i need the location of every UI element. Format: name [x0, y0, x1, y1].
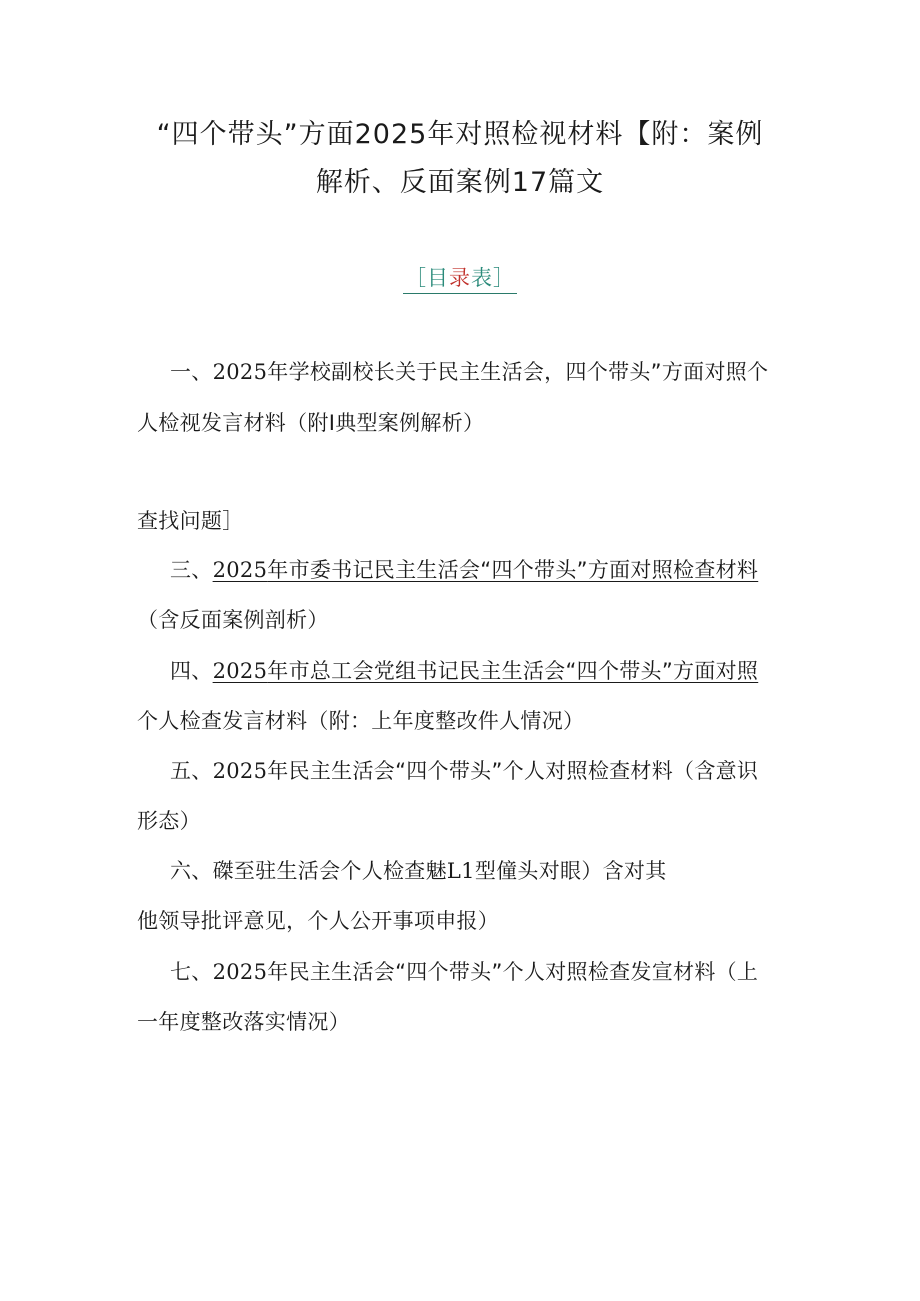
toc-item-2-fragment[interactable]: 查找问题］	[137, 509, 244, 533]
toc-heading[interactable]	[0, 262, 920, 294]
toc-item-1-line-2[interactable]: 人检视发言材料（附I典型案例解析）	[137, 411, 485, 435]
toc-item-3-line-2[interactable]: （含反面案例剖析）	[137, 608, 329, 632]
toc-item-5-line-1[interactable]: 五、2025年民主生活会“四个带头”个人对照检查材料（含意识	[170, 759, 759, 783]
toc-item-6-line-2[interactable]: 他领导批评意见，个人公开事项申报）	[137, 909, 500, 933]
toc-item-7-line-2[interactable]: 一年度整改落实情况）	[137, 1010, 350, 1034]
toc-open-bracket: ［	[405, 266, 427, 290]
toc-close-bracket: ］	[493, 266, 515, 290]
toc-item-5-line-2[interactable]: 形态）	[137, 809, 201, 833]
toc-item-7-line-1[interactable]: 七、2025年民主生活会“四个带头”个人对照检查发宣材料（上	[170, 960, 759, 984]
toc-item-3-line-1[interactable]: 三、2025年市委书记民主生活会“四个带头”方面对照检查材料	[170, 558, 759, 582]
toc-char-lu: 录	[449, 266, 471, 290]
toc-item-4-line-1[interactable]: 四、2025年市总工会党组书记民主生活会“四个带头”方面对照	[170, 659, 759, 683]
toc-item-6-line-1[interactable]: 六、磔至驻生活会个人检查魅L1型僮头对眼）含对其	[170, 859, 667, 883]
toc-item-4-line-2[interactable]: 个人检查发言材料（附：上年度整改件人情况）	[137, 709, 585, 733]
toc-char-biao: 表	[471, 266, 493, 290]
document-title-line-2: 解析、反面案例17篇文	[315, 167, 605, 198]
toc-char-mu: 目	[427, 266, 449, 290]
toc-item-1-line-1[interactable]: 一、2025年学校副校长关于民主生活会，四个带头”方面对照个	[170, 360, 769, 384]
toc-heading-link[interactable]	[403, 262, 517, 294]
toc-item-4-link[interactable]: 2025年市总工会党组书记民主生活会“四个带头”方面对照	[212, 659, 759, 683]
toc-item-3-link[interactable]: 2025年市委书记民主生活会“四个带头”方面对照检查材料	[212, 558, 759, 582]
document-title-line-1: “四个带头”方面2025年对照检视材料【附：案例	[156, 119, 764, 150]
